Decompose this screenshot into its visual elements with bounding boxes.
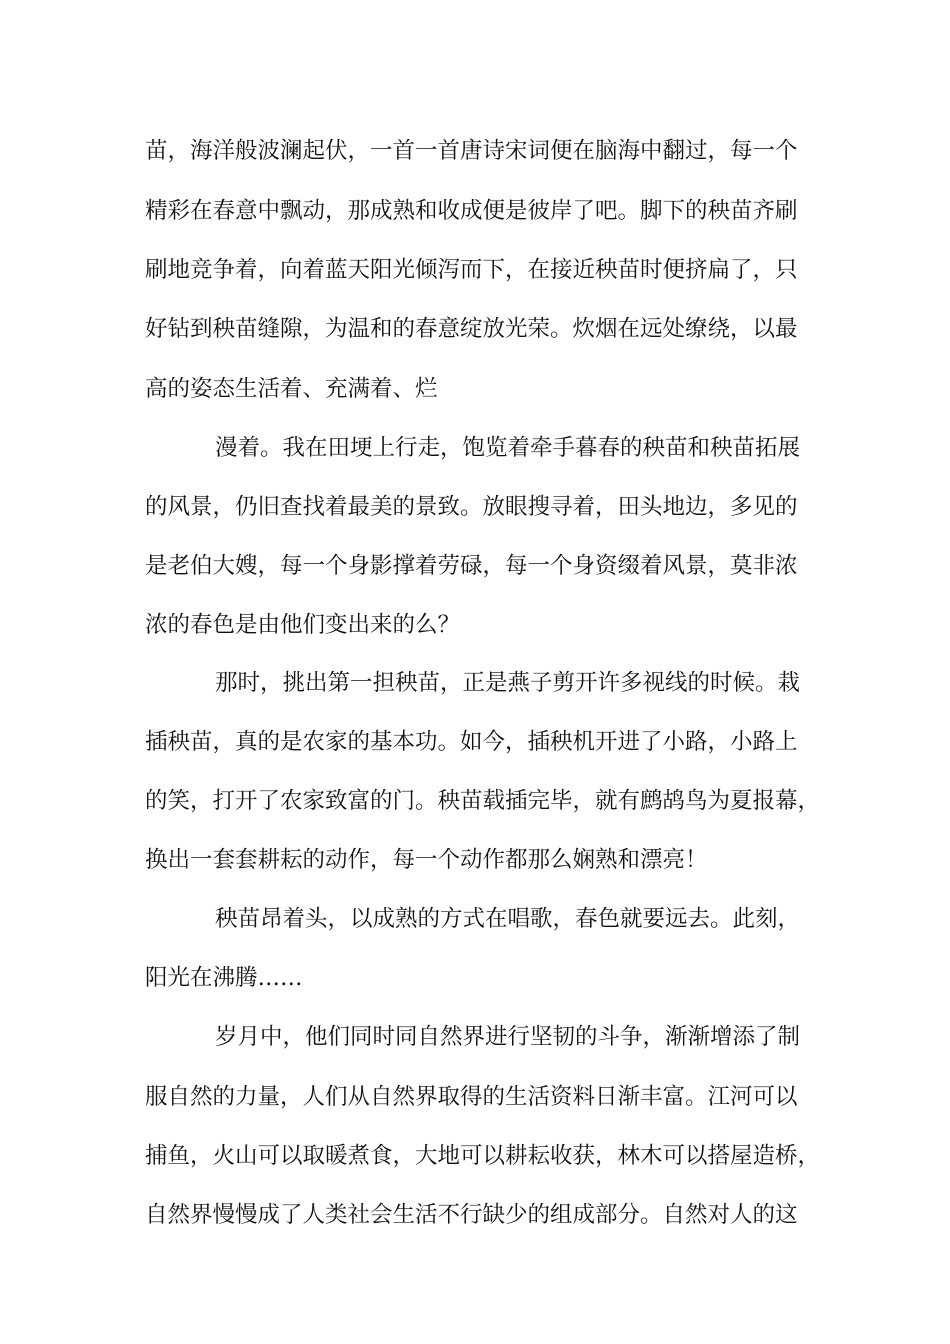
text-line: 阳光在沸腾…… xyxy=(145,965,303,991)
paragraph-start-line: 岁月中，他们同时同自然界进行坚韧的斗争，渐渐增添了制 xyxy=(215,1024,801,1050)
text-line: 好钻到秧苗缝隙，为温和的春意绽放光荣。炊烟在远处缭绕，以最 xyxy=(145,316,798,342)
text-line: 捕鱼，火山可以取暖煮食，大地可以耕耘收获，林木可以搭屋造桥， xyxy=(145,1143,821,1169)
text-line: 高的姿态生活着、充满着、烂 xyxy=(145,376,438,402)
text-line: 的笑，打开了农家致富的门。秧苗载插完毕，就有鹧鸪鸟为夏报幕， xyxy=(145,788,821,814)
paragraph-start-line: 漫着。我在田埂上行走，饱览着牵手暮春的秧苗和秧苗拓展 xyxy=(215,435,801,461)
text-line: 的风景，仍旧查找着最美的景致。放眼搜寻着，田头地边，多见的 xyxy=(145,494,798,520)
text-line: 换出一套套耕耘的动作，每一个动作都那么娴熟和漂亮！ xyxy=(145,847,708,873)
text-line: 插秧苗，真的是农家的基本功。如今，插秧机开进了小路，小路上 xyxy=(145,729,798,755)
text-line: 是老伯大嫂，每一个身影撑着劳碌，每一个身资缀着风景，莫非浓 xyxy=(145,553,798,579)
paragraph-start-line: 那时，挑出第一担秧苗，正是燕子剪开许多视线的时候。栽 xyxy=(215,670,801,696)
text-line: 浓的春色是由他们变出来的么？ xyxy=(145,612,461,638)
text-line: 精彩在春意中飘动，那成熟和收成便是彼岸了吧。脚下的秧苗齐刷 xyxy=(145,198,798,224)
text-line: 苗，海洋般波澜起伏，一首一首唐诗宋词便在脑海中翻过，每一个 xyxy=(145,138,798,164)
paragraph-start-line: 秧苗昂着头，以成熟的方式在唱歌，春色就要远去。此刻， xyxy=(215,906,801,932)
text-line: 刷地竞争着，向着蓝天阳光倾泻而下，在接近秧苗时便挤扁了，只 xyxy=(145,257,798,283)
text-line: 自然界慢慢成了人类社会生活不行缺少的组成部分。自然对人的这 xyxy=(145,1202,798,1228)
text-line: 服自然的力量，人们从自然界取得的生活资料日渐丰富。江河可以 xyxy=(145,1084,798,1110)
